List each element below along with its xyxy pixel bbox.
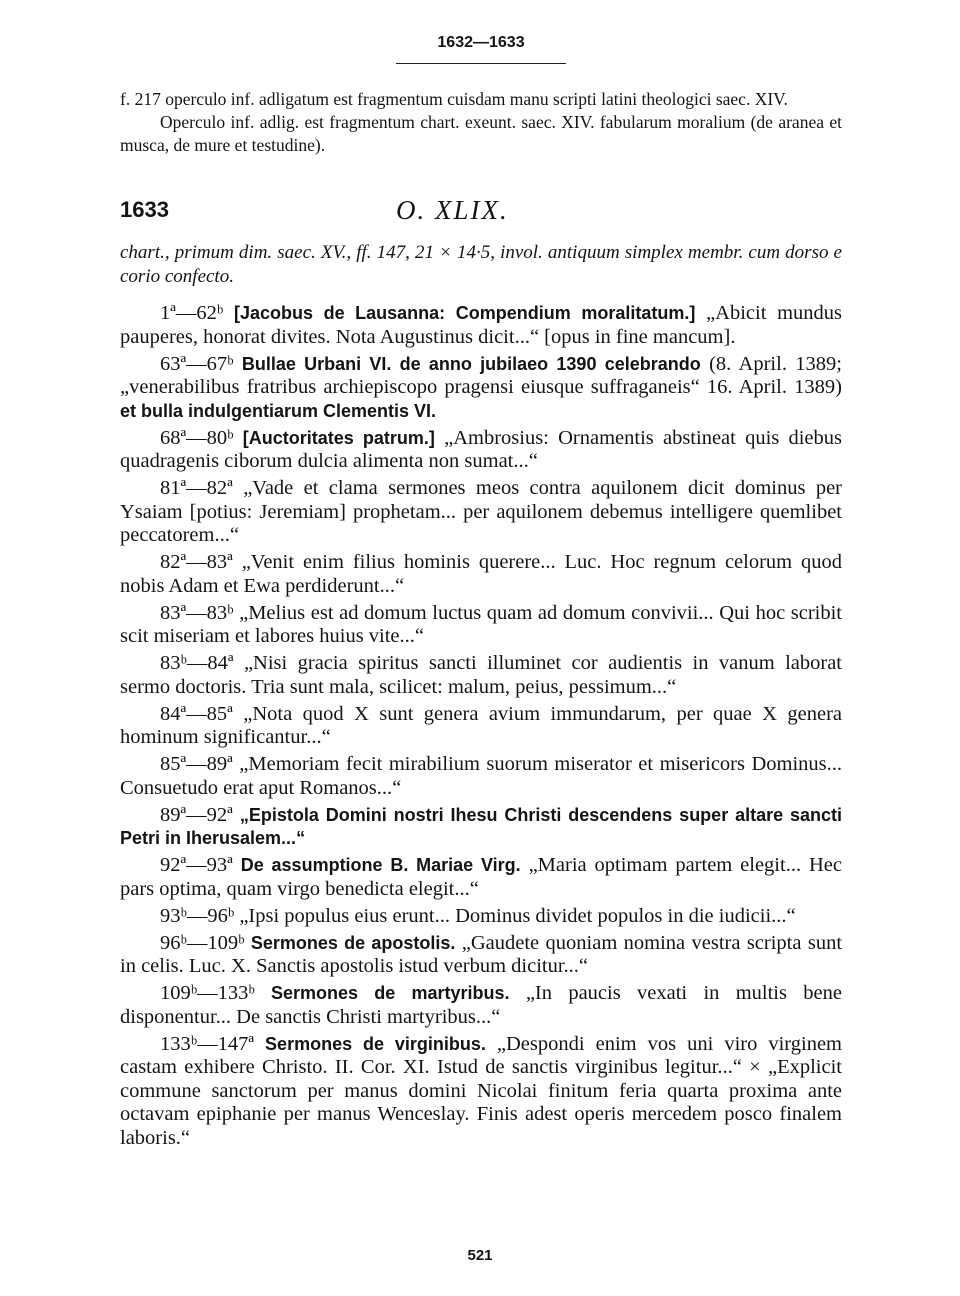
running-head-rule [396,63,566,64]
catalogue-body [120,88,842,1154]
folio-range: 85ª—89ª [160,753,233,775]
folio-range: 92ª—93ª [160,854,233,876]
content-items [120,302,842,1150]
item-text: (8. April. 1389; „venerabilibus fratribus archiepiscopo pragensi eiusque suffraganeis“ 16. April. 1389) [120,352,843,398]
item-text: „Melius est ad domum luctus quam ad domum convivii... Qui hoc scribit scit miseriam et labores huius vite...“ [120,601,842,647]
folio-range: 84ª—85ª [160,702,233,725]
content-item [120,551,842,598]
folio-range: 109ᵇ—133ᵇ [160,982,255,1004]
item-text: „Ambrosius: Ornamentis abstineat quis diebus quadragenis ciborum dulcia alimenta non sumat...“ [120,426,842,472]
page-number: 521 [467,1247,493,1264]
item-text: „Gaudete quoniam nomina vestra scripta sunt in celis. Luc. X. Sanctis apostolis istud verbum dicitur...“ [120,931,843,977]
folio-range: 63ª—67ᵇ [160,352,234,375]
content-item [120,1033,842,1151]
item-text: „Abicit mundus pauperes, honorat divites. Nota Augustinus dicit...“ [opus in fine mancum]. [120,302,843,348]
folio-range: 133ᵇ—147ª [160,1032,255,1055]
item-title: Sermones de martyribus. [271,983,510,1003]
item-text: „Ipsi populus eius erunt... Dominus dividet populos in die iudicii...“ [239,904,796,927]
item-text: „Vade et clama sermones meos contra aquilonem dicit dominus per Ysaiam [potius: Jeremiam] prophetam... per aquilonem debemus intelligere quemlibet peccatorem...“ [120,477,842,546]
item-title: [Auctoritates patrum.] [242,427,435,448]
item-title: Bullae Urbani VI. de anno jubilaeo 1390 celebrando [241,353,701,374]
item-title: De assumptione B. Mariae Virg. [240,855,521,875]
folio-range: 83ᵇ—84ª [160,652,234,674]
entry-number: 1633 [120,197,169,222]
folio-range: 89ª—92ª [160,803,233,826]
content-item [120,905,842,929]
item-title: et bulla indulgentiarum Clementis VI. [120,400,437,421]
entry-heading [120,185,842,235]
content-item [120,854,842,901]
item-title: Sermones de virginibus. [265,1033,486,1054]
content-item [120,353,842,424]
folio-range: 96ᵇ—109ᵇ [160,931,245,954]
content-item [120,602,842,649]
note-paragraph: f. 217 operculo inf. adligatum est fragmentum cuisdam manu scripti latini theologici saec. XIV. [120,89,788,109]
folio-range: 82ª—83ª [160,551,233,573]
content-item [120,804,842,851]
item-text: „Nisi gracia spiritus sancti illuminet cor audientis in vanum laborat sermo doctoris. Tria sunt mala, scilicet: malum, peius, pessimum...“ [120,652,842,698]
item-text: „In paucis vexati in multis bene disponentur... De sanctis Christi martyribus...“ [120,982,842,1028]
content-item [120,427,842,474]
content-item [120,652,842,699]
item-text: „Maria optimam partem elegit... Hec pars optima, quam virgo benedicta elegit...“ [120,854,842,900]
entry-description: chart., primum dim. saec. XV., ff. 147, 21 × 14·5, invol. antiquum simplex membr. cum dorso e corio confecto. [120,242,842,287]
note-paragraph: Operculo inf. adlig. est fragmentum chart. exeunt. saec. XIV. fabularum moralium (de aranea et musca, de mure et testudine). [120,112,842,155]
entry-shelfmark: O. XLIX. [396,195,509,225]
content-item [120,703,842,750]
content-item [120,302,842,349]
content-item [120,932,842,979]
item-title: [Jacobus de Lausanna: Compendium moralitatum.] [233,303,696,323]
folio-range: 83ª—83ᵇ [160,601,234,624]
item-text: „Memoriam fecit mirabilium suorum miserator et misericors Dominus... Consuetudo erat aput Romanos...“ [120,753,843,799]
running-head: 1632—1633 [437,34,525,51]
folio-range: 93ᵇ—96ᵇ [160,904,235,927]
content-item [120,477,842,548]
folio-range: 1ª—62ᵇ [160,302,224,324]
item-title: Sermones de apostolis. [250,932,456,953]
folio-range: 68ª—80ᵇ [160,426,234,449]
item-text: „Despondi enim vos uni viro virginem castam exhibere Christo. II. Cor. XI. Istud de sanctis virginibus legitur...“ × „Explicit commune sanctorum per manus domini Nicolai finitum feria quarta proxima ante octavam epiphanie per manus Wenceslay. Finis adest operis mercedem posco finalem laboris.“ [120,1032,842,1149]
item-title: „Epistola Domini nostri Ihesu Christi descendens super altare sancti Petri in Iherusalem...“ [120,804,843,848]
content-item [120,753,842,800]
item-text: „Nota quod X sunt genera avium immundarum, per quae X genera hominum significantur...“ [120,702,842,748]
folio-range: 81ª—82ª [160,477,233,499]
content-item [120,982,842,1029]
item-text: „Venit enim filius hominis querere... Luc. Hoc regnum celorum quod nobis Adam et Ewa perdiderunt...“ [120,551,843,597]
previous-entry-notes [120,88,842,157]
